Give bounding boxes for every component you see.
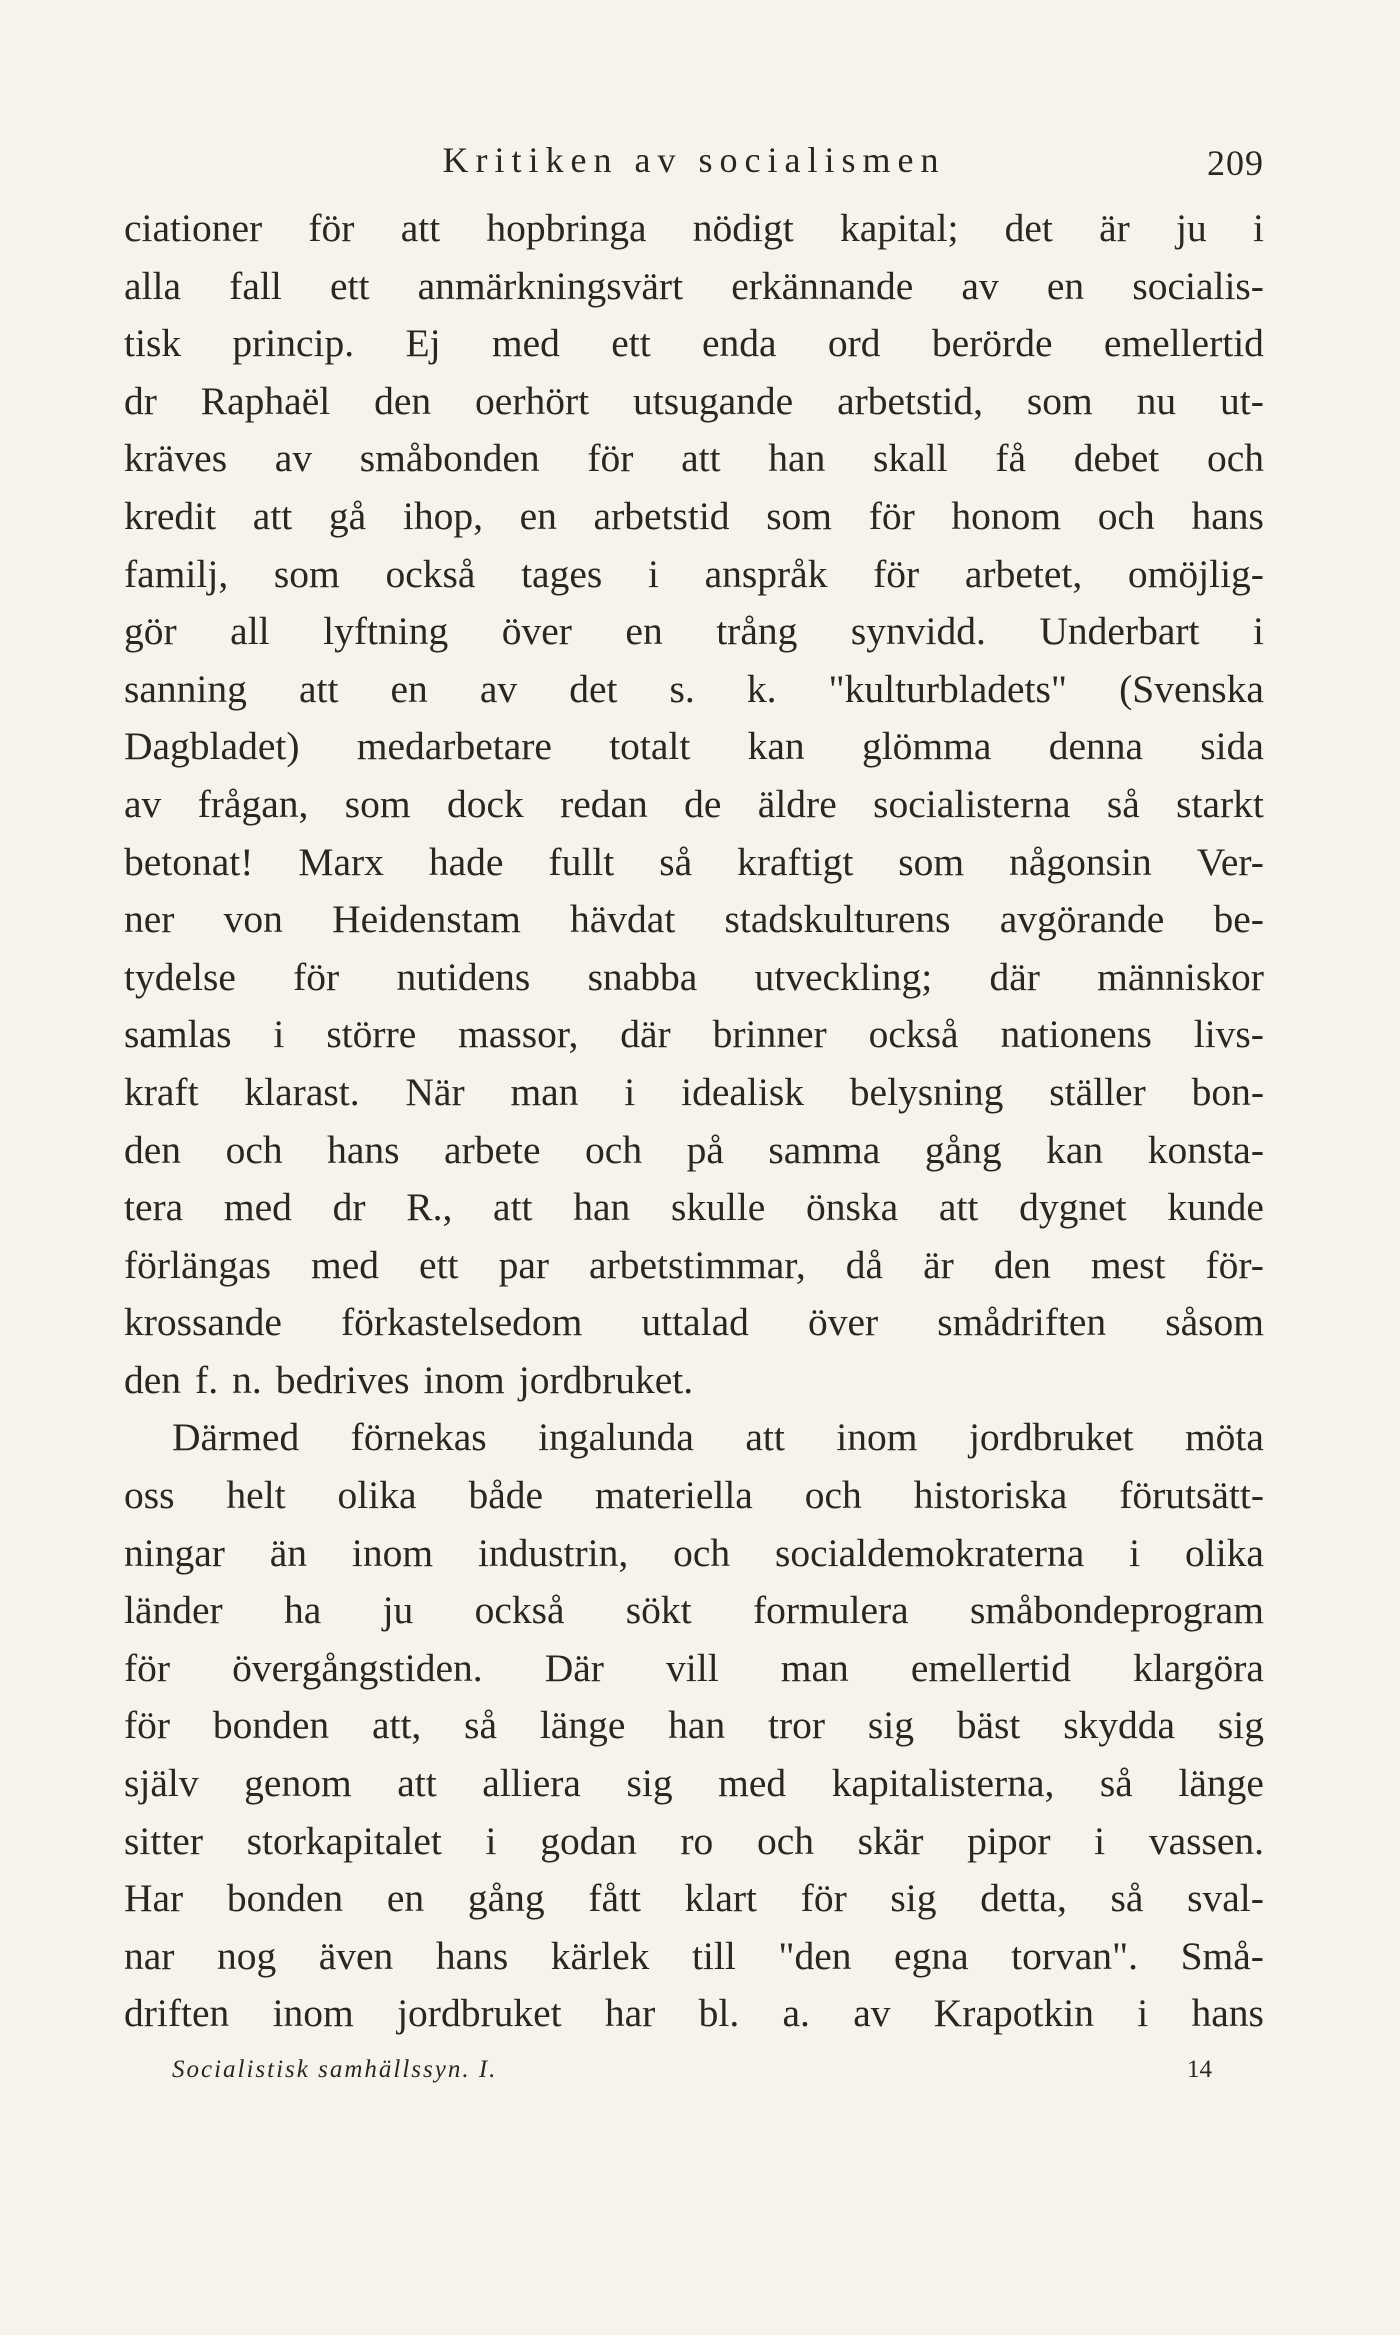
page-number: 209 [1207,143,1264,183]
text-line: alla fall ett anmärkningsvärt erkännande av en socialis- [124,263,1264,308]
text-line: samlas i större massor, där brinner också nationens livs- [124,1012,1264,1057]
text-line: sitter storkapitalet i godan ro och skär pipor i vassen. [124,1818,1264,1863]
running-title: Kritiken av socialismen [442,140,946,180]
text-line: tydelse för nutidens snabba utveckling; där människor [124,954,1264,999]
page-footer [124,2050,1264,2090]
text-line: familj, som också tages i anspråk för arbetet, omöjlig- [124,551,1264,596]
text-line: ciationer för att hopbringa nödigt kapital; det är ju i [124,206,1264,250]
text-line: Har bonden en gång fått klart för sig detta, så sval- [124,1876,1264,1921]
signature-mark: Socialistisk samhällssyn. I. [172,2056,498,2083]
text-line: betonat! Marx hade fullt så kraftigt som någonsin Ver- [124,839,1264,884]
text-line: kräves av småbonden för att han skall få debet och [124,436,1264,481]
text-line: av frågan, som dock redan de äldre socialisterna så starkt [124,781,1264,826]
text-line: ningar än inom industrin, och socialdemokraterna i olika [124,1530,1264,1575]
text-line: själv genom att alliera sig med kapitalisterna, så länge [124,1761,1264,1806]
text-line: den och hans arbete och på samma gång kan konsta- [124,1127,1264,1172]
text-line: tisk princip. Ej med ett enda ord berörde emellertid [124,321,1264,366]
running-head [124,130,1264,190]
text-line: kredit att gå ihop, en arbetstid som för honom och hans [124,493,1264,538]
text-line: Därmed förnekas ingalunda att inom jordbruket möta [172,1415,1264,1460]
text-line: kraft klarast. När man i idealisk belysning ställer bon- [124,1069,1264,1114]
text-line: dr Raphaël den oerhört utsugande arbetstid, som nu ut- [124,378,1264,423]
text-line: ner von Heidenstam hävdat stadskulturens avgörande be- [124,897,1264,942]
text-line: oss helt olika både materiella och historiska förutsätt- [124,1473,1264,1518]
text-line: länder ha ju också sökt formulera småbondeprogram [124,1588,1264,1633]
body-text [124,200,1264,2043]
text-line: Dagbladet) medarbetare totalt kan glömma denna sida [124,724,1264,769]
text-line: sanning att en av det s. k. "kulturbladets" (Svenska [124,666,1264,711]
sheet-number: 14 [1187,2056,1212,2083]
text-line: förlängas med ett par arbetstimmar, då är den mest för- [124,1242,1264,1287]
text-line: för bonden att, så länge han tror sig bäst skydda sig [124,1703,1264,1748]
text-line: nar nog även hans kärlek till "den egna torvan". Små- [124,1933,1264,1978]
text-line: krossande förkastelsedom uttalad över smådriften såsom [124,1300,1264,1345]
text-line: driften inom jordbruket har bl. a. av Krapotkin i hans [124,1991,1264,2036]
text-line: den f. n. bedrives inom jordbruket. [124,1357,694,1402]
text-line: gör all lyftning över en trång synvidd. Underbart i [124,609,1264,654]
text-line: tera med dr R., att han skulle önska att dygnet kunde [124,1185,1264,1230]
text-line: för övergångstiden. Där vill man emellertid klargöra [124,1645,1264,1690]
